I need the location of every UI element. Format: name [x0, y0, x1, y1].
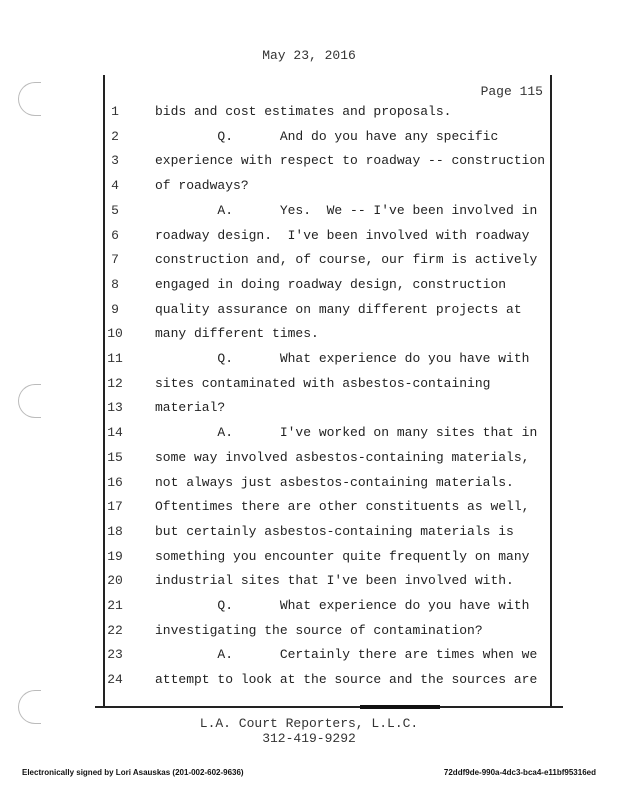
reporter-phone: 312-419-9292 [262, 731, 356, 746]
page-number: Page 115 [480, 84, 543, 99]
line-text: A. I've worked on many sites that in [155, 425, 538, 441]
reporter-company: L.A. Court Reporters, L.L.C. [199, 716, 419, 731]
line-text: investigating the source of contamination? [155, 622, 483, 638]
line-text: sites contaminated with asbestos-containing [155, 375, 491, 391]
transcript-line [0, 372, 618, 397]
transcript-line [0, 273, 618, 298]
transcript-line [0, 643, 618, 668]
transcript-line [0, 100, 618, 125]
page-frame-bottom-rule [95, 706, 563, 708]
line-number: 22 [107, 622, 123, 638]
page-frame-bottom-accent [360, 705, 440, 709]
footer [0, 716, 618, 746]
line-number: 16 [107, 474, 123, 490]
line-text: quality assurance on many different projects at [155, 301, 522, 317]
line-text: experience with respect to roadway -- construction [155, 153, 546, 169]
line-text: A. Yes. We -- I've been involved in [155, 202, 538, 218]
line-number: 20 [107, 573, 123, 589]
line-number: 9 [111, 301, 119, 317]
line-text: A. Certainly there are times when we [155, 647, 538, 663]
line-number: 5 [111, 202, 119, 218]
transcript-line [0, 495, 618, 520]
line-number: 14 [107, 425, 123, 441]
line-number: 11 [107, 351, 123, 366]
line-number: 15 [107, 449, 123, 465]
line-text: Q. What experience do you have with [155, 598, 530, 613]
transcript-line [0, 347, 618, 372]
transcript-line [0, 668, 618, 693]
transcript-date: May 23, 2016 [262, 48, 356, 63]
line-text: roadway design. I've been involved with roadway [155, 227, 530, 243]
transcript-line [0, 149, 618, 174]
line-text: attempt to look at the source and the sources are [155, 672, 538, 688]
line-number: 21 [107, 598, 123, 613]
line-text: many different times. [155, 326, 319, 342]
line-text: Q. And do you have any specific [155, 128, 499, 144]
line-number: 8 [111, 276, 119, 292]
transcript-line [0, 322, 618, 347]
line-number: 18 [107, 523, 123, 539]
transcript-line [0, 199, 618, 224]
line-text: material? [155, 400, 226, 416]
line-text: not always just asbestos-containing materials. [155, 474, 514, 490]
line-text: engaged in doing roadway design, construction [155, 276, 507, 292]
line-text: Oftentimes there are other constituents as well, [155, 499, 530, 515]
line-number: 10 [107, 326, 123, 342]
transcript-line [0, 125, 618, 150]
line-text: industrial sites that I've been involved with. [155, 573, 514, 589]
transcript-line [0, 421, 618, 446]
line-number: 3 [111, 153, 119, 169]
line-number: 1 [111, 104, 119, 119]
electronic-signature: Electronically signed by Lori Asauskas (201-002-602-9636) [22, 768, 244, 777]
line-number: 12 [107, 375, 123, 391]
transcript-line [0, 298, 618, 323]
line-number: 23 [107, 647, 123, 663]
line-number: 4 [111, 178, 119, 194]
transcript-line [0, 520, 618, 545]
line-text: of roadways? [155, 178, 249, 194]
transcript-line [0, 248, 618, 273]
line-number: 2 [111, 128, 119, 144]
line-number: 13 [107, 400, 123, 416]
transcript-line [0, 545, 618, 570]
line-number: 6 [111, 227, 119, 243]
transcript-line [0, 569, 618, 594]
line-text: something you encounter quite frequently on many [155, 548, 530, 564]
transcript-line [0, 396, 618, 421]
line-text: construction and, of course, our firm is actively [155, 252, 538, 268]
line-text: but certainly asbestos-containing materials is [155, 523, 514, 539]
line-text: some way involved asbestos-containing materials, [155, 449, 530, 465]
transcript-line [0, 594, 618, 619]
line-text: Q. What experience do you have with [155, 351, 530, 366]
line-number: 17 [107, 499, 123, 515]
transcript-line [0, 619, 618, 644]
transcript-line [0, 446, 618, 471]
line-number: 7 [111, 252, 119, 268]
line-text: bids and cost estimates and proposals. [155, 104, 452, 119]
transcript-line [0, 471, 618, 496]
transcript-line [0, 174, 618, 199]
document-hash: 72ddf9de-990a-4dc3-bca4-e11bf95316ed [443, 768, 596, 777]
transcript-line [0, 224, 618, 249]
line-number: 24 [107, 672, 123, 688]
line-number: 19 [107, 548, 123, 564]
